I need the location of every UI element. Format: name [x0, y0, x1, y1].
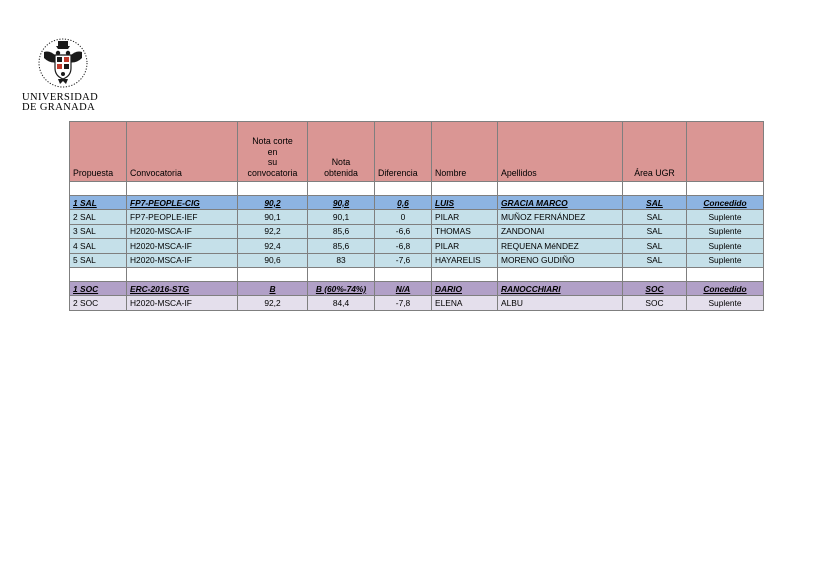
- cell-apellidos: REQUENA MéNDEZ: [498, 239, 623, 253]
- cell-nombre: ELENA: [432, 296, 498, 310]
- cell-convocatoria: H2020-MSCA-IF: [127, 239, 238, 253]
- cell-nota-corte: 92,2: [238, 296, 308, 310]
- cell-area: SAL: [623, 224, 687, 238]
- col-header-nota-corte: [238, 122, 308, 182]
- cell-nota-corte: 90,1: [238, 210, 308, 224]
- col-header-apellidos: Apellidos: [498, 122, 623, 182]
- col-header-area: Área UGR: [623, 122, 687, 182]
- nota-corte-line2: en: [267, 146, 278, 157]
- spacer-row: [70, 182, 764, 196]
- cell-area: SAL: [623, 196, 687, 210]
- cell-diferencia: -6,8: [375, 239, 432, 253]
- cell-estado: Suplente: [687, 210, 764, 224]
- nota-corte-line1: Nota corte: [252, 135, 293, 146]
- cell-convocatoria: FP7-PEOPLE-IEF: [127, 210, 238, 224]
- table-row: [70, 196, 764, 210]
- cell-diferencia: N/A: [375, 281, 432, 295]
- table-row: [70, 253, 764, 267]
- cell-estado: Suplente: [687, 224, 764, 238]
- cell-propuesta: 3 SAL: [70, 224, 127, 238]
- cell-nota-corte: 92,2: [238, 224, 308, 238]
- header-row: [70, 122, 764, 182]
- table-row: [70, 239, 764, 253]
- col-header-convocatoria: Convocatoria: [127, 122, 238, 182]
- cell-area: SOC: [623, 281, 687, 295]
- cell-nota-corte: 90,2: [238, 196, 308, 210]
- table-row: [70, 281, 764, 295]
- cell-diferencia: -6,6: [375, 224, 432, 238]
- cell-nota-corte: B: [238, 281, 308, 295]
- cell-estado: Suplente: [687, 296, 764, 310]
- cell-convocatoria: H2020-MSCA-IF: [127, 253, 238, 267]
- cell-convocatoria: H2020-MSCA-IF: [127, 296, 238, 310]
- table-row: [70, 296, 764, 310]
- cell-nota-obtenida: 83: [308, 253, 375, 267]
- university-logo: [22, 38, 108, 116]
- cell-propuesta: 5 SAL: [70, 253, 127, 267]
- table-row: [70, 210, 764, 224]
- cell-convocatoria: FP7-PEOPLE-CIG: [127, 196, 238, 210]
- cell-nota-obtenida: 90,1: [308, 210, 375, 224]
- cell-nombre: PILAR: [432, 210, 498, 224]
- cell-propuesta: 4 SAL: [70, 239, 127, 253]
- cell-diferencia: -7,8: [375, 296, 432, 310]
- cell-apellidos: ZANDONAI: [498, 224, 623, 238]
- cell-area: SAL: [623, 210, 687, 224]
- cell-apellidos: MUÑOZ FERNÁNDEZ: [498, 210, 623, 224]
- cell-diferencia: 0,6: [375, 196, 432, 210]
- cell-nombre: DARIO: [432, 281, 498, 295]
- nota-corte-line4: convocatoria: [247, 168, 298, 179]
- col-header-nota-obtenida: [308, 122, 375, 182]
- cell-nota-corte: 90,6: [238, 253, 308, 267]
- cell-nota-obtenida: 84,4: [308, 296, 375, 310]
- cell-nombre: THOMAS: [432, 224, 498, 238]
- cell-nota-corte: 92,4: [238, 239, 308, 253]
- cell-diferencia: -7,6: [375, 253, 432, 267]
- nota-obtenida-line1: Nota: [331, 157, 351, 168]
- cell-estado: Concedido: [687, 281, 764, 295]
- cell-nombre: LUIS: [432, 196, 498, 210]
- col-header-propuesta: Propuesta: [70, 122, 127, 182]
- coat-of-arms-icon: [36, 38, 90, 88]
- spacer-row: [70, 267, 764, 281]
- cell-propuesta: 2 SOC: [70, 296, 127, 310]
- cell-apellidos: MORENO GUDIÑO: [498, 253, 623, 267]
- cell-propuesta: 1 SAL: [70, 196, 127, 210]
- cell-apellidos: GRACIA MARCO: [498, 196, 623, 210]
- cell-area: SOC: [623, 296, 687, 310]
- cell-estado: Suplente: [687, 239, 764, 253]
- fellowship-table: [69, 121, 764, 311]
- cell-nota-obtenida: 85,6: [308, 239, 375, 253]
- cell-nota-obtenida: 90,8: [308, 196, 375, 210]
- cell-area: SAL: [623, 239, 687, 253]
- col-header-nombre: Nombre: [432, 122, 498, 182]
- col-header-estado: [687, 122, 764, 182]
- nota-corte-line3: su: [267, 157, 278, 168]
- cell-estado: Concedido: [687, 196, 764, 210]
- cell-apellidos: RANOCCHIARI: [498, 281, 623, 295]
- table-row: [70, 224, 764, 238]
- cell-nota-obtenida: B (60%-74%): [308, 281, 375, 295]
- cell-convocatoria: H2020-MSCA-IF: [127, 224, 238, 238]
- nota-obtenida-line2: obtenida: [324, 168, 358, 179]
- cell-nota-obtenida: 85,6: [308, 224, 375, 238]
- cell-diferencia: 0: [375, 210, 432, 224]
- cell-nombre: PILAR: [432, 239, 498, 253]
- cell-apellidos: ALBU: [498, 296, 623, 310]
- cell-nombre: HAYARELIS: [432, 253, 498, 267]
- col-header-diferencia: Diferencia: [375, 122, 432, 182]
- cell-propuesta: 1 SOC: [70, 281, 127, 295]
- university-name-line2: DE GRANADA: [22, 102, 96, 113]
- cell-propuesta: 2 SAL: [70, 210, 127, 224]
- cell-area: SAL: [623, 253, 687, 267]
- cell-convocatoria: ERC-2016-STG: [127, 281, 238, 295]
- university-name-line1: UNIVERSIDAD: [22, 92, 99, 103]
- cell-estado: Suplente: [687, 253, 764, 267]
